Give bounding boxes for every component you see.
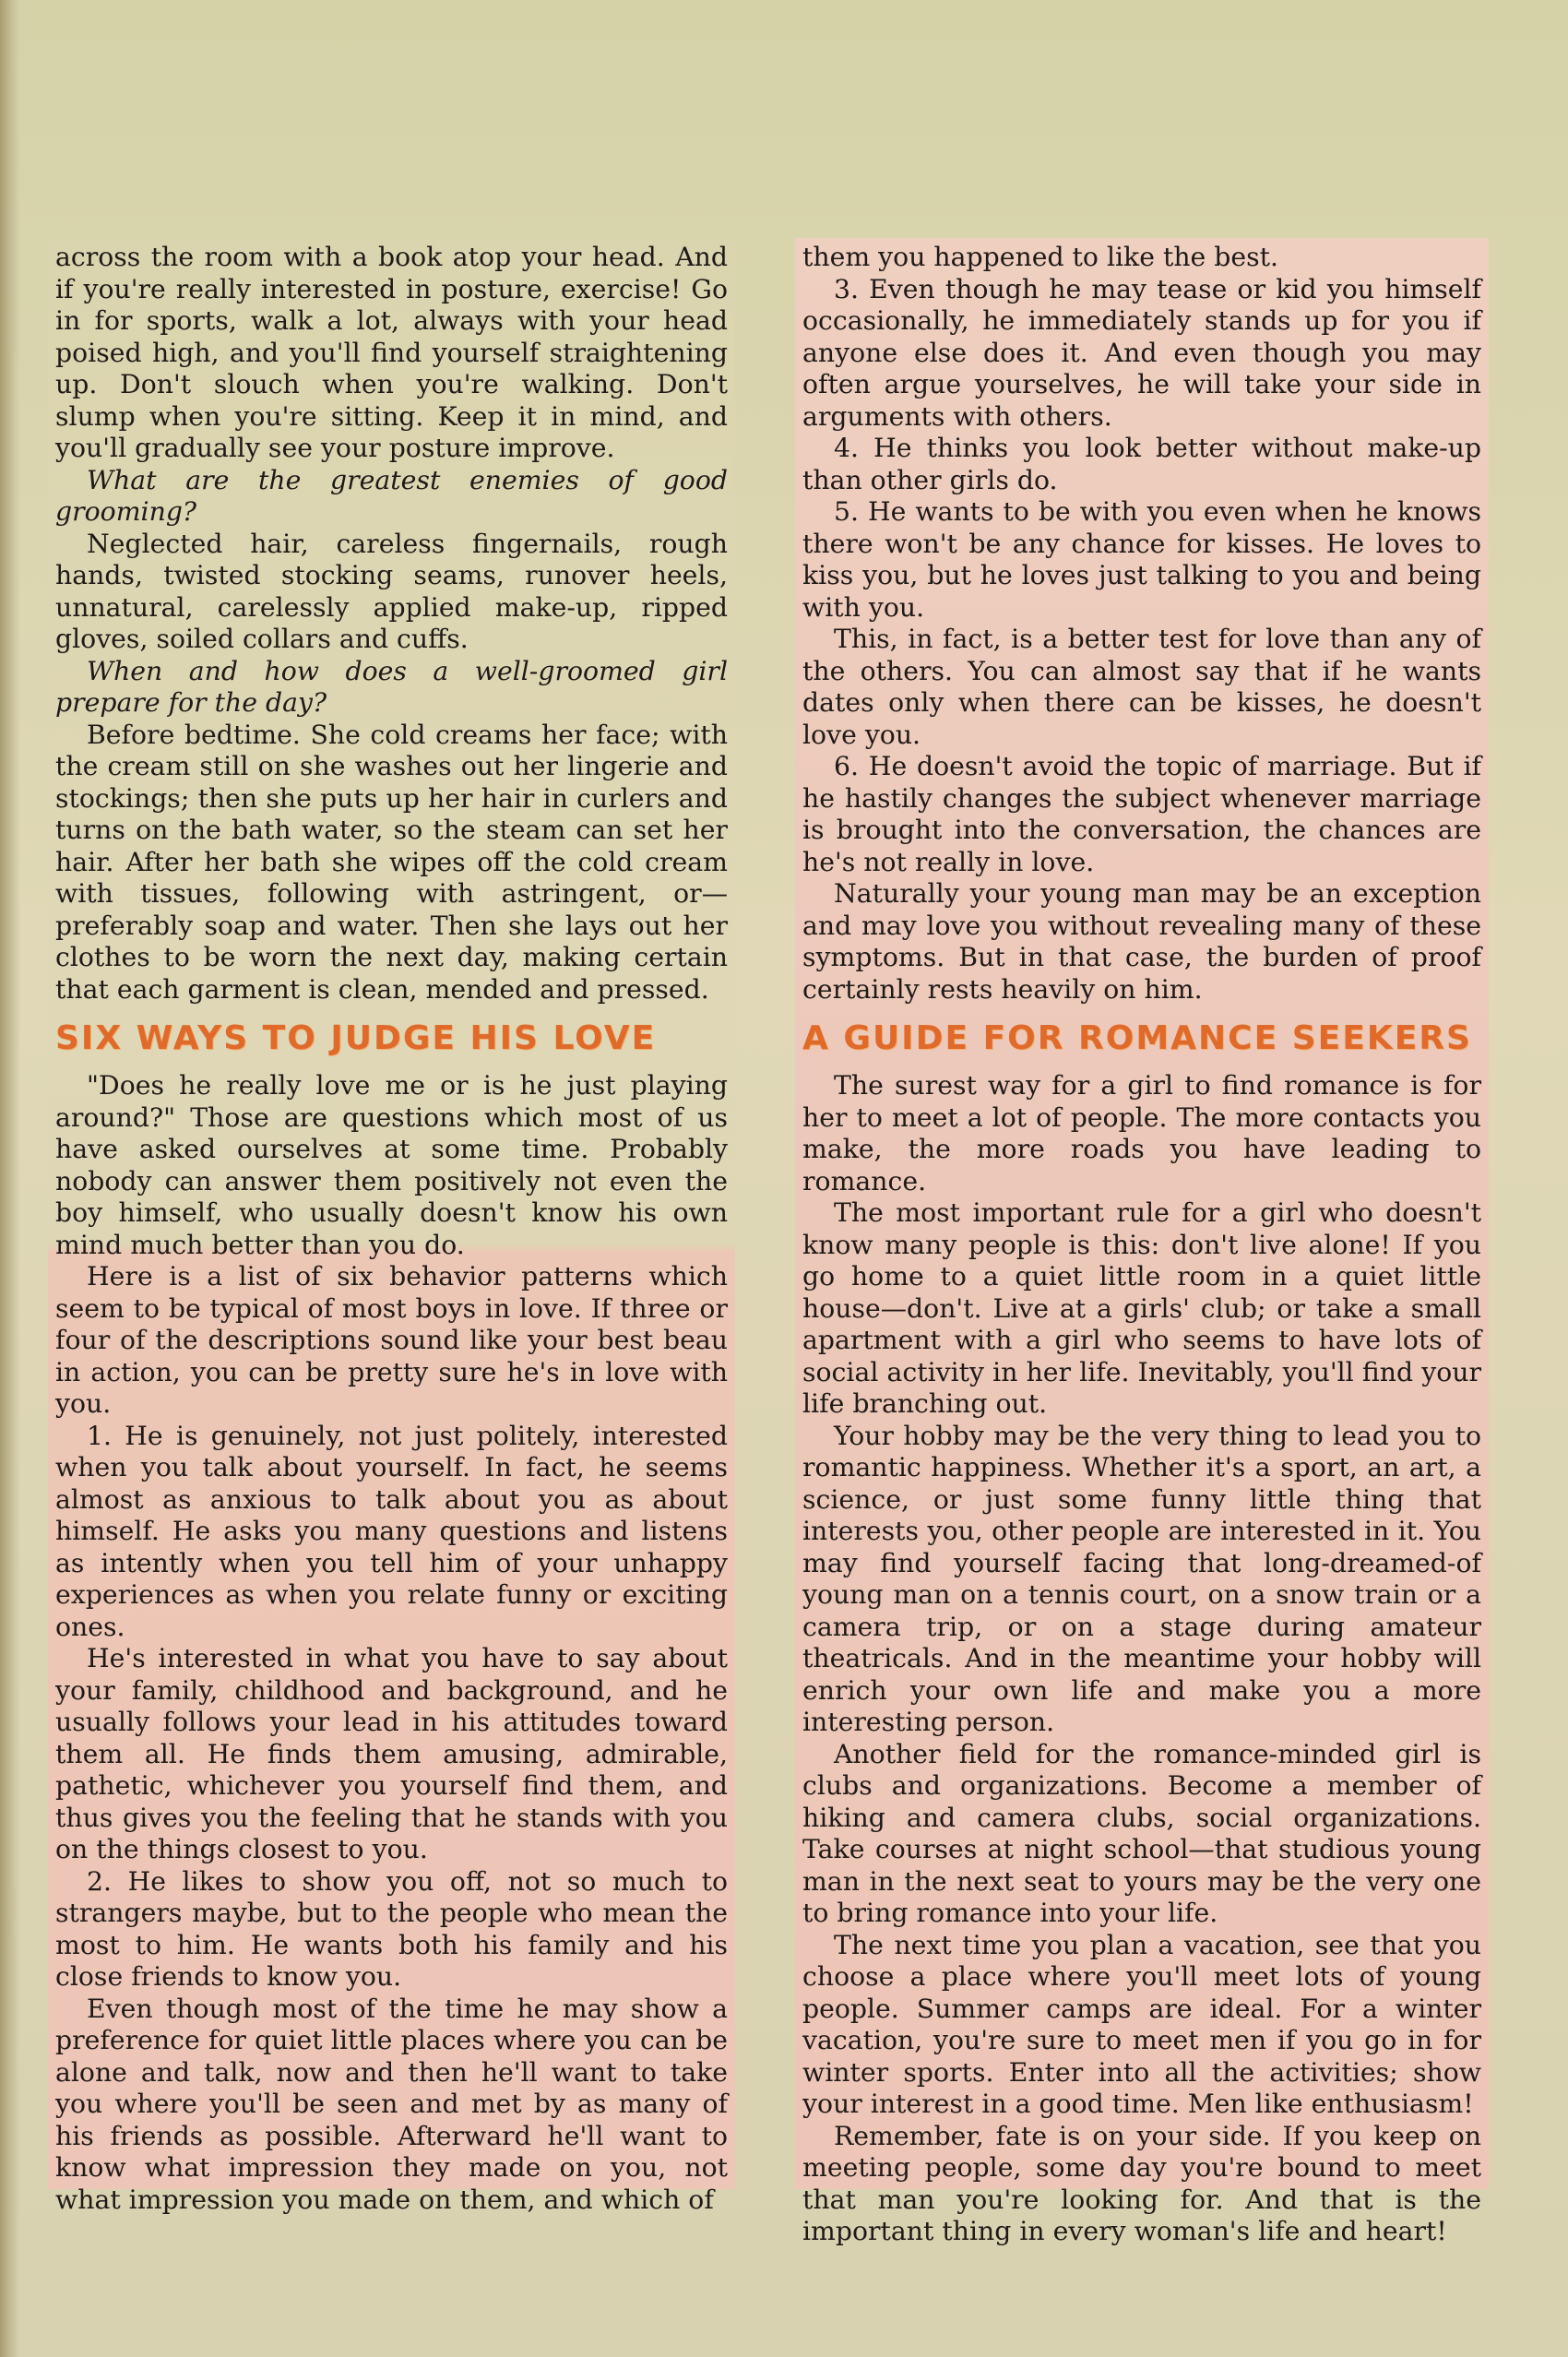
question-grooming-enemies: What are the greatest enemies of good grooming? (55, 464, 728, 527)
paragraph-behavior-list: Here is a list of six behavior patterns which seem to be typical of most boys in love. If three or four of the descriptions sound like your best beau in action, you can be pretty sure he's in love with you. (55, 1261, 728, 1419)
right-column (795, 238, 1489, 2246)
question-prepare-day: When and how does a well-groomed girl prepare for the day? (55, 655, 728, 718)
paragraph-vacation: The next time you plan a vacation, see that you choose a place where you'll meet lots of young people. Summer camps are ideal. For a winter vacation, you're sure to meet men if you go in for winter sports. Enter into all the activities; show your interest in a good time. Men like enthusiasm! (802, 1929, 1481, 2119)
answer-prepare-day: Before bedtime. She cold creams her face; with the cream still on she washes out her lingerie and stockings; then she puts up her hair in curlers and turns on the bath water, so the steam can set her hair. After her bath she wipes off the cold cream with tissues, following with astringent, or—preferably soap and water. Then she lays out her clothes to be worn the next day, making certain that each garment is clean, mended and pressed. (55, 719, 728, 1005)
page-binding-edge (0, 0, 20, 2357)
paragraph-way-4: 4. He thinks you look better without make-up than other girls do. (802, 433, 1481, 495)
paragraph-continued: them you happened to like the best. (802, 242, 1279, 272)
paragraph-way-1: 1. He is genuinely, not just politely, interested when you talk about yourself. In fact, he seems almost as anxious to talk about you as about himself. He asks you many questions and listens as intently when you tell him of your unhappy experiences as when you relate funny or exciting ones. (55, 1420, 728, 1642)
paragraph-hobby: Your hobby may be the very thing to lead you to romantic happiness. Whether it's a sport, an art, a science, or just some funny little thing that interests you, other people are interested in it. You may find yourself facing that long-dreamed-of young man on a tennis court, on a snow train or a camera trip, or on a stage during amateur theatricals. And in the meantime your hobby will enrich your own life and make you a more interesting person. (802, 1420, 1481, 1737)
paragraph-way-5: 5. He wants to be with you even when he knows there won't be any chance for kisses. He loves to kiss you, but he loves just talking to you and being with you. (802, 496, 1481, 623)
heading-romance-seekers: A GUIDE FOR ROMANCE SEEKERS (802, 1019, 1472, 1057)
paragraph-fate: Remember, fate is on your side. If you keep on meeting people, some day you're bound to meet that man you're looking for. And that is the important thing in every woman's life and heart! (802, 2120, 1481, 2246)
left-column (48, 238, 735, 2215)
heading-six-ways: SIX WAYS TO JUDGE HIS LOVE (55, 1019, 657, 1057)
paragraph-meet-people: The surest way for a girl to find romance is for her to meet a lot of people. The more contacts you make, the more roads you have leading to romance. (802, 1070, 1481, 1196)
paragraph-clubs: Another field for the romance-minded girl is clubs and organizations. Become a member of hiking and camera clubs, social organizations. Take courses at night school—that studious young man in the next seat to yours may be the very one to bring romance into your life. (802, 1738, 1481, 1928)
paragraph-way-2: 2. He likes to show you off, not so much to strangers maybe, but to the people who mean the most to him. He wants both his family and his close friends to know you. (55, 1865, 728, 1992)
paragraph-intro-question: "Does he really love me or is he just playing around?" Those are questions which most of us have asked ourselves at some time. Probably nobody can answer them positively not even the boy himself, who usually doesn't know his own mind much better than you do. (55, 1070, 728, 1260)
paragraph-show-off: Even though most of the time he may show a preference for quiet little places where you can be alone and talk, now and then he'll want to take you where you'll be seen and met by as many of his friends as possible. Afterward he'll want to know what impression they made on you, not what impression you made on them, and which of (55, 1993, 728, 2215)
paragraph-family-interest: He's interested in what you have to say about your family, childhood and background, and he usually follows your lead in his attitudes toward them all. He finds them amusing, admirable, pathetic, whichever you yourself find them, and thus gives you the feeling that he stands with you on the things closest to you. (55, 1643, 728, 1864)
paragraph-dont-live-alone: The most important rule for a girl who doesn't know many people is this: don't live alone! If you go home to a quiet little room in a quiet little house—don't. Live at a girls' club; or take a small apartment with a girl who seems to have lots of social activity in her life. Inevitably, you'll find your life branching out. (802, 1197, 1481, 1419)
paragraph-kisses-test: This, in fact, is a better test for love than any of the others. You can almost say that if he wants dates only when there can be kisses, he doesn't love you. (802, 624, 1481, 750)
paragraph-way-6: 6. He doesn't avoid the topic of marriage. But if he hastily changes the subject whenever marriage is brought into the conversation, the chances are he's not really in love. (802, 751, 1481, 877)
paragraph-exception: Naturally your young man may be an exception and may love you without revealing many of these symptoms. But in that case, the burden of proof certainly rests heavily on him. (802, 878, 1481, 1005)
paragraph-way-3: 3. Even though he may tease or kid you himself occasionally, he immediately stands up for you if anyone else does it. And even though you may often argue yourselves, he will take your side in arguments with others. (802, 273, 1481, 432)
answer-grooming-enemies: Neglected hair, careless fingernails, rough hands, twisted stocking seams, runover heels, unnatural, carelessly applied make-up, ripped gloves, soiled collars and cuffs. (55, 528, 728, 654)
paragraph-posture: across the room with a book atop your head. And if you're really interested in posture, exercise! Go in for sports, walk a lot, always with your head poised high, and you'll find yourself straightening up. Don't slouch when you're walking. Don't slump when you're sitting. Keep it in mind, and you'll gradually see your posture improve. (55, 242, 728, 463)
